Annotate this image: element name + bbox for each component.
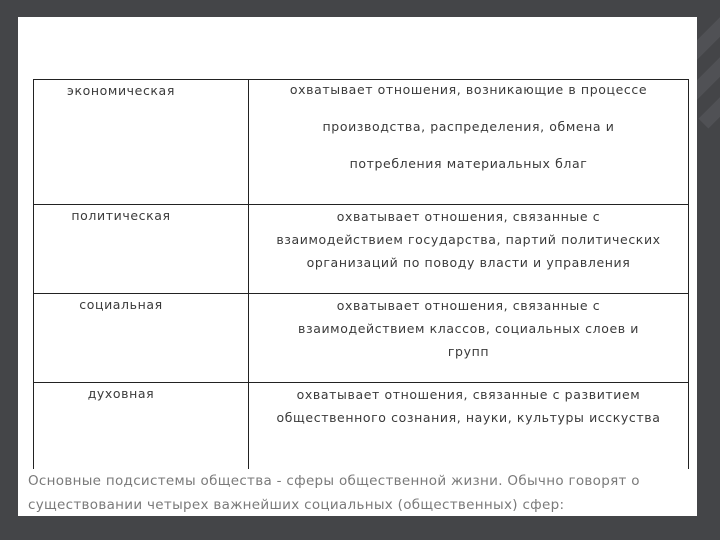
caption-line: Основные подсистемы общества - сферы общественной жизни. Обычно говорят о [28, 473, 640, 489]
description-line: групп [447, 344, 490, 359]
sphere-name-cell [34, 294, 249, 383]
description-line: взаимодействием классов, социальных слоев и [297, 321, 640, 336]
description-line: охватывает отношения, связанные с развитием [296, 387, 641, 402]
sphere-description-cell [249, 383, 689, 474]
description-line: общественного сознания, науки, культуры исскуства [276, 410, 661, 425]
sphere-name-cell [34, 205, 249, 294]
description-line: взаимодействием государства, партий политических [276, 232, 661, 247]
table-row [34, 383, 689, 474]
description-line: охватывает отношения, возникающие в процессе [289, 82, 648, 97]
slide-caption [28, 469, 693, 516]
description-line: охватывает отношения, связанные с [336, 209, 601, 224]
sphere-description-cell [249, 205, 689, 294]
slide [18, 17, 697, 516]
description-line: организаций по поводу власти и управления [306, 255, 631, 270]
description-line: охватывает отношения, связанные с [336, 298, 601, 313]
sphere-name: социальная [79, 297, 163, 312]
sphere-name: политическая [71, 208, 171, 223]
table-row [34, 205, 689, 294]
description-line: производства, распределения, обмена и [322, 119, 615, 134]
sphere-name: экономическая [67, 83, 175, 98]
spheres-table [33, 79, 689, 473]
sphere-name-cell [34, 383, 249, 474]
description-line: потребления материальных благ [349, 156, 588, 171]
caption-line: существовании четырех важнейших социальных (общественных) сфер: [28, 497, 565, 513]
sphere-description-cell [249, 294, 689, 383]
table-row [34, 80, 689, 205]
sphere-name-cell [34, 80, 249, 205]
sphere-description-cell [249, 80, 689, 205]
table-row [34, 294, 689, 383]
sphere-name: духовная [87, 386, 155, 401]
